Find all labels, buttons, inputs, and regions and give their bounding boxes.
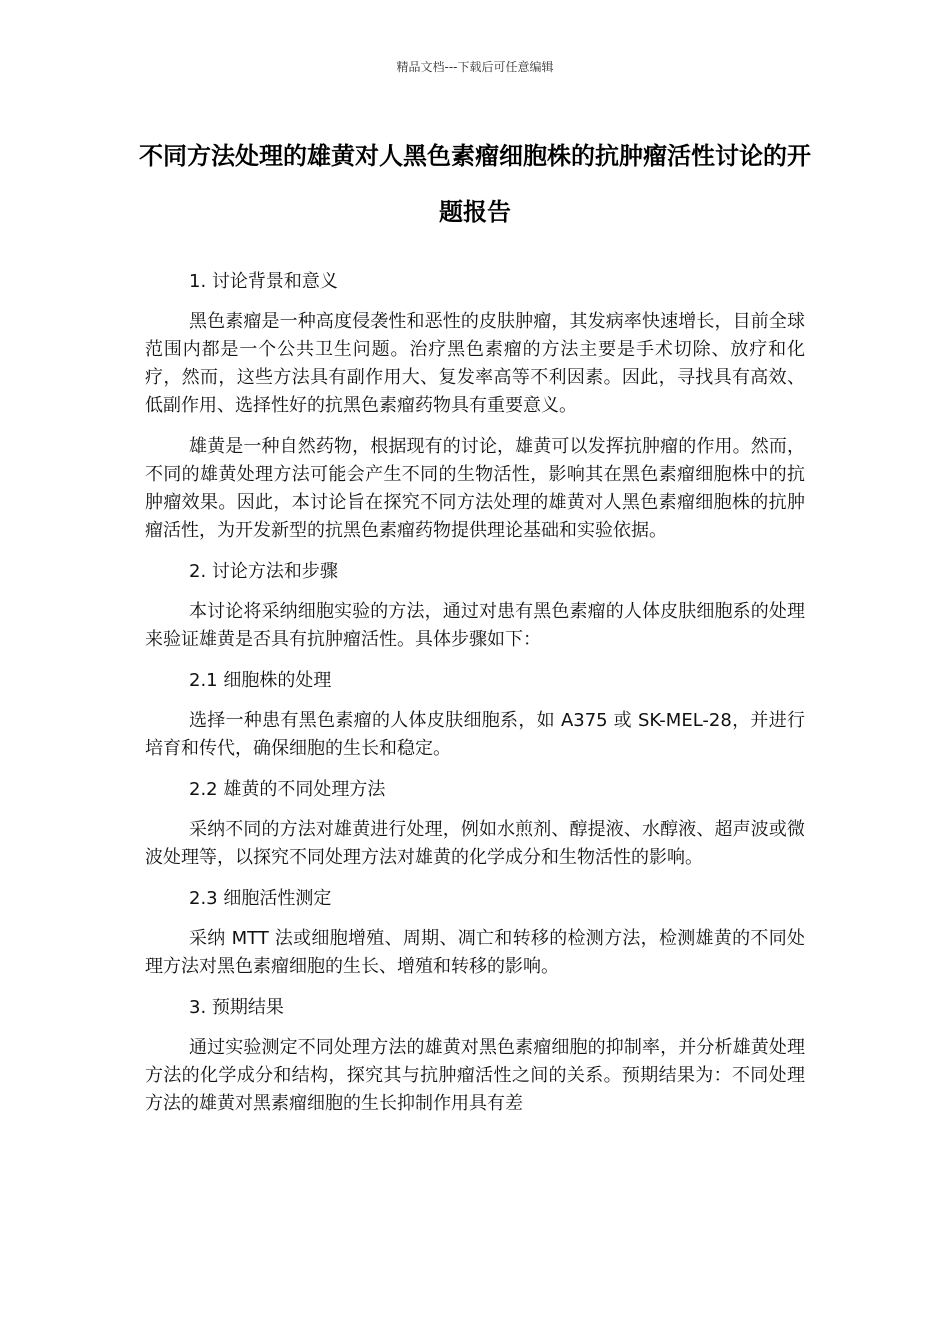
section-heading-2: 2. 讨论方法和步骤	[189, 561, 338, 582]
section-heading-2-1: 2.1 细胞株的处理	[189, 670, 332, 691]
paragraph-activity-assay: 采纳 MTT 法或细胞增殖、周期、凋亡和转移的检测方法，检测雄黄的不同处理方法对黑色素瘤细胞的生长、增殖和转移的影响。	[145, 928, 805, 977]
section-heading-2-2: 2.2 雄黄的不同处理方法	[189, 779, 386, 800]
document-body	[145, 268, 805, 1131]
paragraph-cell-processing: 选择一种患有黑色素瘤的人体皮肤细胞系，如 A375 或 SK-MEL-28，并进行培育和传代，确保细胞的生长和稳定。	[145, 710, 805, 759]
section-heading-2-3: 2.3 细胞活性测定	[189, 888, 332, 909]
section-heading-3: 3. 预期结果	[189, 997, 284, 1018]
section-heading-1: 1. 讨论背景和意义	[189, 271, 338, 292]
paragraph-treatment-methods: 采纳不同的方法对雄黄进行处理，例如水煎剂、醇提液、水醇液、超声波或微波处理等，以探究不同处理方法对雄黄的化学成分和生物活性的影响。	[145, 819, 805, 868]
header-note: 精品文档---下载后可任意编辑	[396, 60, 554, 74]
paragraph-expected-results: 通过实验测定不同处理方法的雄黄对黑色素瘤细胞的抑制率，并分析雄黄处理方法的化学成分和结构，探究其与抗肿瘤活性之间的关系。预期结果为：不同处理方法的雄黄对黑素瘤细胞的生长抑制作用具有差	[145, 1037, 805, 1114]
paragraph-background-2: 雄黄是一种自然药物，根据现有的讨论，雄黄可以发挥抗肿瘤的作用。然而，不同的雄黄处理方法可能会产生不同的生物活性，影响其在黑色素瘤细胞株中的抗肿瘤效果。因此，本讨论旨在探究不同方法处理的雄黄对人黑色素瘤细胞株的抗肿瘤活性，为开发新型的抗黑色素瘤药物提供理论基础和实验依据。	[145, 436, 805, 541]
paragraph-background-1: 黑色素瘤是一种高度侵袭性和恶性的皮肤肿瘤，其发病率快速增长，目前全球范围内都是一个公共卫生问题。治疗黑色素瘤的方法主要是手术切除、放疗和化疗，然而，这些方法具有副作用大、复发率高等不利因素。因此，寻找具有高效、低副作用、选择性好的抗黑色素瘤药物具有重要意义。	[145, 311, 805, 416]
document-title: 不同方法处理的雄黄对人黑色素瘤细胞株的抗肿瘤活性讨论的开题报告	[139, 142, 811, 226]
paragraph-methods-intro: 本讨论将采纳细胞实验的方法，通过对患有黑色素瘤的人体皮肤细胞系的处理来验证雄黄是否具有抗肿瘤活性。具体步骤如下：	[145, 601, 805, 650]
